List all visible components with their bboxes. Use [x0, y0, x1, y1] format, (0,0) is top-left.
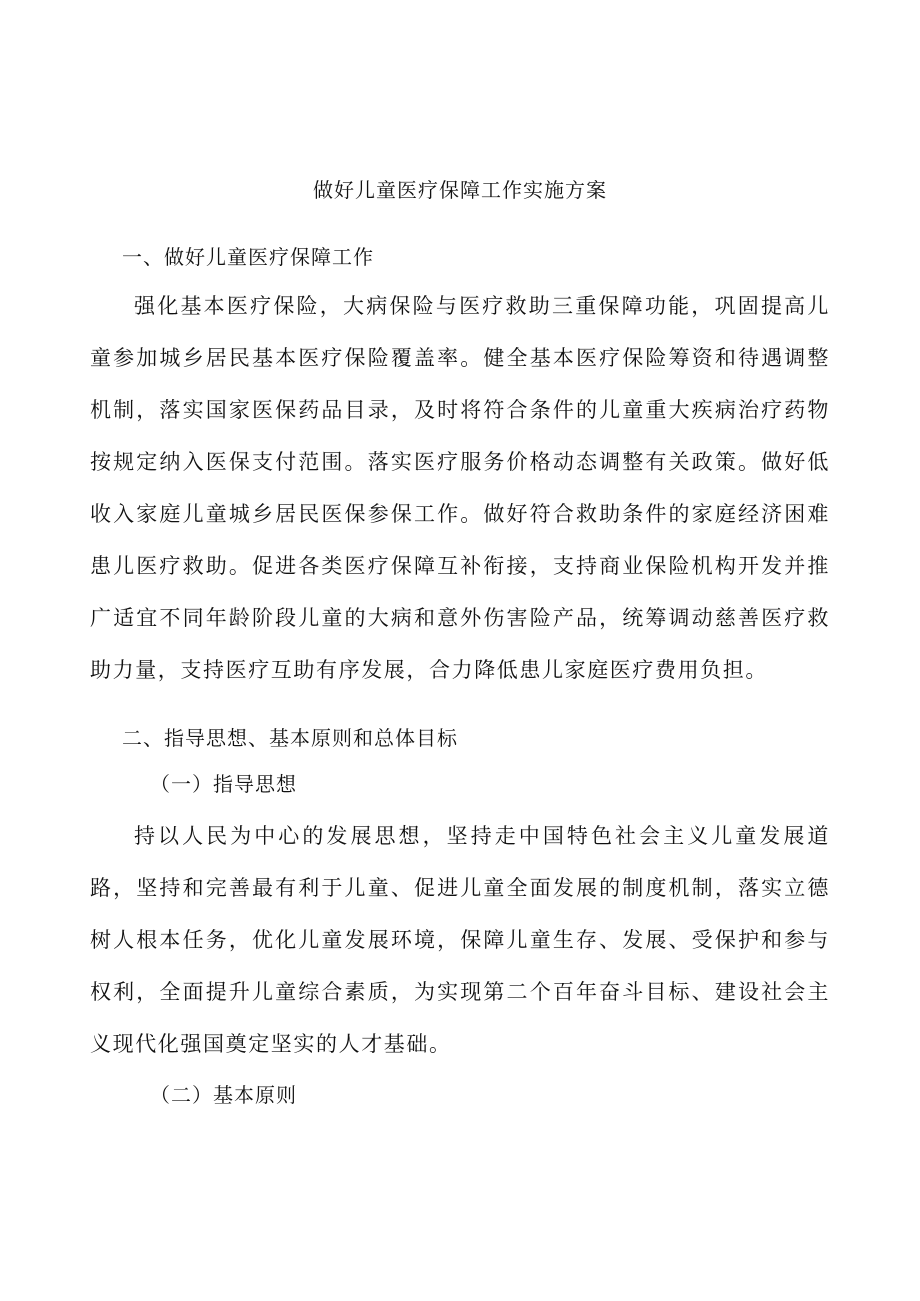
- section-2-heading: 二、指导思想、基本原则和总体目标: [122, 726, 458, 750]
- subsection-2-heading: （二）基本原则: [150, 1083, 297, 1107]
- document-title: 做好儿童医疗保障工作实施方案: [313, 178, 607, 202]
- subsection-1-paragraph: 持以人民为中心的发展思想，坚持走中国特色社会主义儿童发展道路，坚持和完善最有利于儿童、促进儿童全面发展的制度机制，落实立德树人根本任务，优化儿童发展环境，保障儿童生存、发展、受保护和参与权利，全面提升儿童综合素质，为实现第二个百年奋斗目标、建设社会主义现代化强国奠定坚实的人才基础。: [90, 824, 830, 1056]
- section-1-paragraph: 强化基本医疗保险，大病保险与医疗救助三重保障功能，巩固提高儿童参加城乡居民基本医疗保险覆盖率。健全基本医疗保险筹资和待遇调整机制，落实国家医保药品目录，及时将符合条件的儿童重大疾病治疗药物按规定纳入医保支付范围。落实医疗服务价格动态调整有关政策。做好低收入家庭儿童城乡居民医保参保工作。做好符合救助条件的家庭经济困难患儿医疗救助。促进各类医疗保障互补衔接，支持商业保险机构开发并推广适宜不同年龄阶段儿童的大病和意外伤害险产品，统筹调动慈善医疗救助力量，支持医疗互助有序发展，合力降低患儿家庭医疗费用负担。: [90, 294, 830, 682]
- section-1-heading: 一、做好儿童医疗保障工作: [122, 245, 374, 269]
- subsection-1-heading: （一）指导思想: [150, 772, 297, 796]
